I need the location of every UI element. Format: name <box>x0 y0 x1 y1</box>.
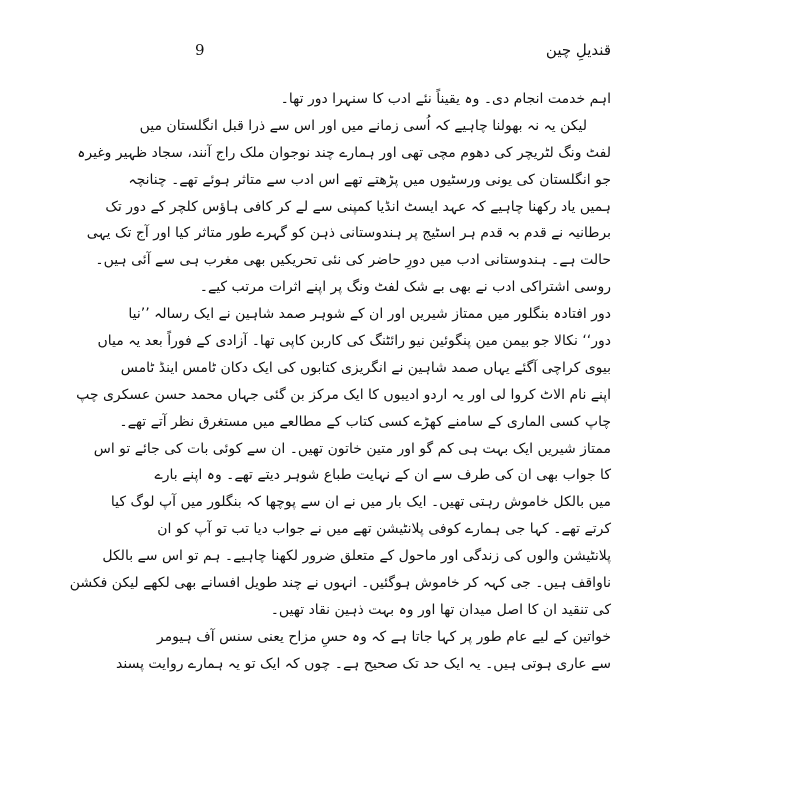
text-line: اپنے نام الاٹ کروا لی اور یہ اردو ادیبوں کا ایک مرکز بن گئی جہاں محمد حسن عسکری چپ <box>76 386 611 403</box>
text-line: چاپ کسی الماری کے سامنے کھڑے کسی کتاب کے مطالعے میں مستغرق نظر آتے تھے۔ <box>119 413 611 430</box>
text-line: برطانیہ نے قدم بہ قدم ہر اسٹیج پر ہندوستانی ذہن کو گہرے طور متاثر کیا اور آج تک یہی <box>86 225 611 242</box>
text-line: پلانٹیشن والوں کی زندگی اور ماحول کے متعلق ضرور لکھنا چاہیے۔ ہم تو اس سے بالکل <box>102 548 611 565</box>
text-line: حالت ہے۔ ہندوستانی ادب میں دورِ حاضر کی نئی تحریکیں بھی مغرب ہی سے آئی ہیں۔ <box>95 252 611 269</box>
text-line: ہمیں یاد رکھنا چاہیے کہ عہد ایسٹ انڈیا کمپنی سے لے کر کافی ہاؤس کلچر کے دور تک <box>105 198 611 215</box>
text-line: کی تنقید ان کا اصل میدان تھا اور وہ بہت ذہین نقاد تھیں۔ <box>270 601 611 618</box>
running-header <box>195 38 611 62</box>
text-line: کا جواب بھی ان کی طرف سے ان کے نہایت طباع شوہر دیتے تھے۔ وہ اپنے بارے <box>154 467 611 484</box>
text-line: سے عاری ہوتی ہیں۔ یہ ایک حد تک صحیح ہے۔ چوں کہ ایک تو یہ ہمارے روایت پسند <box>116 655 611 672</box>
page-number: 9 <box>195 41 205 59</box>
text-line: اہم خدمت انجام دی۔ وہ یقیناً نئے ادب کا سنہرا دور تھا۔ <box>280 91 611 107</box>
text-line: دور‘‘ نکالا جو بیمن مین پنگوئین نیو رائٹنگ کی کاربن کاپی تھا۔ آزادی کے فوراً بعد یہ میاں <box>97 333 611 350</box>
body-text <box>69 86 611 678</box>
text-line: دور افتادہ بنگلور میں ممتاز شیریں اور ان کے شوہر صمد شاہین نے ایک رسالہ ’’نیا <box>128 306 611 323</box>
text-line: لفٹ ونگ لٹریچر کی دھوم مچی تھی اور ہمارے چند نوجوان ملک راج آنند، سجاد ظہیر وغیرہ <box>77 144 611 161</box>
text-line: جو انگلستان کی یونی ورسٹیوں میں پڑھتے تھے اس ادب سے متاثر ہوئے تھے۔ چنانچہ <box>128 171 611 188</box>
text-line: خواتین کے لیے عام طور پر کہا جاتا ہے کہ وہ حسِ مزاح یعنی سنس آف ہیومر <box>156 628 611 645</box>
text-line: بیوی کراچی آگئے یہاں صمد شاہین نے انگریزی کتابوں کی ایک دکان ٹامس اینڈ ٹامس <box>120 359 611 376</box>
text-line: روسی اشتراکی ادب نے بھی بے شک لفٹ ونگ پر اپنے اثرات مرتب کیے۔ <box>199 279 611 296</box>
text-line: لیکن یہ نہ بھولنا چاہیے کہ اُسی زمانے میں اور اس سے ذرا قبل انگلستان میں <box>139 117 587 134</box>
text-line: ناواقف ہیں۔ جی کہہ کر خاموش ہوگئیں۔ انہوں نے چند طویل افسانے بھی لکھے لیکن فکشن <box>69 575 611 592</box>
text-line: میں بالکل خاموش رہتی تھیں۔ ایک بار میں نے ان سے پوچھا کہ بنگلور میں آپ لوگ کیا <box>110 494 611 511</box>
text-line: ممتاز شیریں ایک بہت ہی کم گو اور متین خاتون تھیں۔ ان سے کوئی بات کی جائے تو اس <box>93 440 611 457</box>
text-line: کرتے تھے۔ کہا جی ہمارے کوفی پلانٹیشن تھے میں نے جواب دیا تب تو آپ کو ان <box>157 521 611 538</box>
book-title: قندیلِ چین <box>545 41 611 59</box>
